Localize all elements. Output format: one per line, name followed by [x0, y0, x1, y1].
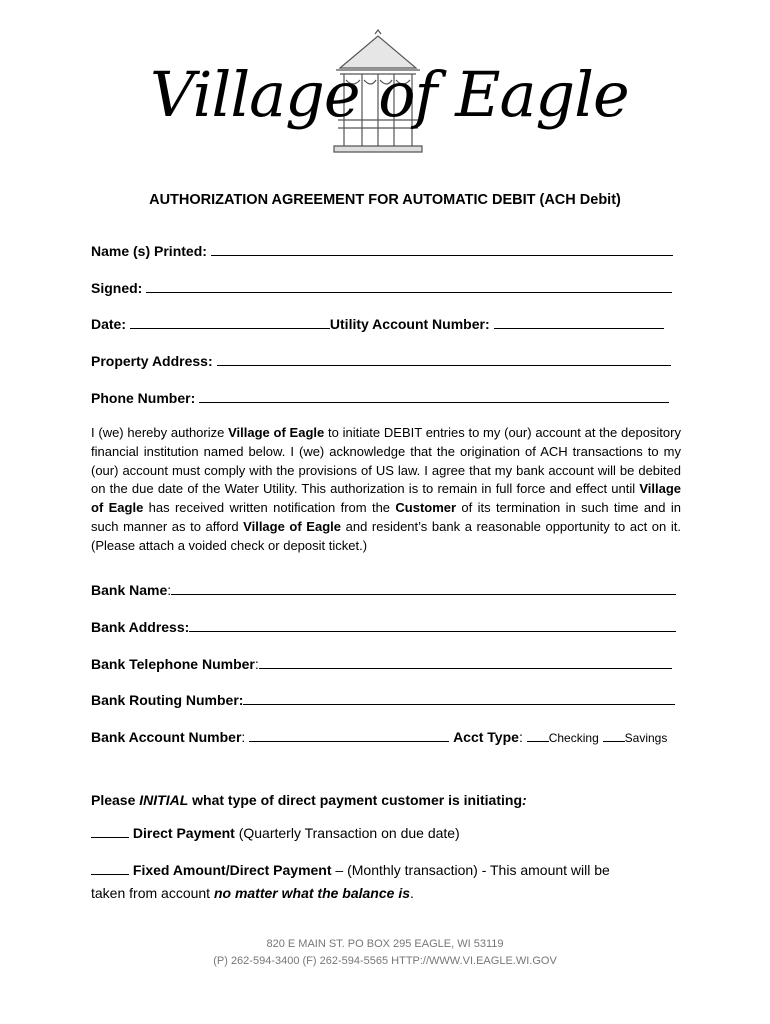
colon: : — [518, 729, 523, 745]
fixed-amount-desc: – (Monthly transaction) - This amount will be — [331, 862, 610, 878]
footer-address: 820 E MAIN ST. PO BOX 295 EAGLE, WI 53119 — [266, 938, 504, 950]
colon: : — [254, 656, 259, 672]
acct-type-label: Acct Type — [453, 729, 519, 745]
paragraph-text: to initiate DEBIT entries to my (our) account at the depository financial institution named below. I (we) acknowledge that the origination of ACH transactions to my (our) account must comply with the provisions of US law. I agree that my bank account will be debited on the due date of the Water Utility. This authorization is to remain in full force and effect until — [91, 425, 681, 497]
initial-colon: : — [522, 792, 527, 808]
bank-telephone-input[interactable] — [259, 656, 672, 669]
authorization-paragraph — [91, 424, 681, 556]
customer-term: Customer — [395, 500, 457, 516]
date-label: Date: — [91, 316, 127, 332]
phone-number-field[interactable] — [91, 390, 669, 406]
bank-address-input[interactable] — [189, 619, 676, 632]
signed-input[interactable] — [146, 280, 672, 293]
fixed-amount-desc-2: taken from account — [91, 885, 214, 901]
initial-emph: INITIAL — [139, 792, 189, 808]
checking-input[interactable] — [527, 729, 549, 742]
bank-account-row — [91, 729, 667, 745]
fixed-amount-continued — [91, 885, 414, 901]
bank-name-input[interactable] — [171, 582, 676, 595]
date-account-row — [91, 316, 664, 332]
direct-payment-desc: (Quarterly Transaction on due date) — [234, 825, 460, 841]
org-name: Village of Eagle — [91, 481, 681, 516]
fixed-amount-emph: no matter what the balance is — [213, 885, 411, 901]
direct-payment-initial-input[interactable] — [91, 825, 129, 838]
form-title: AUTHORIZATION AGREEMENT FOR AUTOMATIC DEBIT (ACH Debit) — [149, 192, 621, 208]
bank-telephone-field[interactable] — [91, 656, 672, 672]
initial-prefix: Please — [91, 792, 140, 808]
property-address-input[interactable] — [217, 353, 671, 366]
names-printed-label: Name (s) Printed: — [91, 243, 207, 259]
utility-account-label: Utility Account Number: — [329, 316, 490, 332]
initial-rest: what type of direct payment customer is initiating — [188, 792, 522, 808]
paragraph-text: of its termination in such time and in such manner as to afford — [91, 500, 681, 534]
fixed-amount-label: Fixed Amount/Direct Payment — [132, 862, 332, 878]
bank-name-field[interactable] — [91, 582, 676, 598]
direct-payment-option — [91, 825, 460, 841]
names-printed-field[interactable] — [91, 243, 673, 259]
bank-routing-label: Bank Routing Number: — [91, 692, 244, 708]
signed-field[interactable] — [91, 280, 672, 296]
names-printed-input[interactable] — [211, 243, 673, 256]
org-name: Village of Eagle — [243, 518, 341, 534]
footer-contact: (P) 262-594-3400 (F) 262-594-5565 HTTP://WWW.VI.EAGLE.WI.GOV — [213, 955, 557, 967]
utility-account-input[interactable] — [494, 316, 664, 329]
bank-routing-input[interactable] — [243, 692, 675, 705]
bank-name-label: Bank Name — [91, 582, 168, 598]
org-name: Village of Eagle — [228, 425, 325, 440]
checking-label: Checking — [548, 731, 599, 745]
initial-instruction — [91, 792, 527, 808]
savings-input[interactable] — [603, 729, 625, 742]
direct-payment-label: Direct Payment — [132, 825, 235, 841]
bank-account-input[interactable] — [249, 729, 449, 742]
paragraph-text: has received written notification from the — [143, 500, 396, 516]
property-address-field[interactable] — [91, 353, 671, 369]
bank-account-label: Bank Account Number — [91, 729, 242, 745]
colon: : — [241, 729, 246, 745]
village-logo — [140, 28, 629, 168]
bank-address-label: Bank Address: — [91, 619, 190, 635]
phone-number-input[interactable] — [199, 390, 669, 403]
bank-address-field[interactable] — [91, 619, 676, 635]
paragraph-text: I (we) hereby authorize — [91, 425, 229, 440]
fixed-amount-option — [91, 862, 610, 878]
fixed-amount-initial-input[interactable] — [91, 862, 129, 875]
property-address-label: Property Address: — [91, 353, 213, 369]
date-input[interactable] — [130, 316, 330, 329]
logo-text: Village of Eagle — [150, 58, 629, 131]
savings-label: Savings — [624, 731, 668, 745]
bank-routing-field[interactable] — [91, 692, 675, 708]
bank-telephone-label: Bank Telephone Number — [91, 656, 255, 672]
phone-number-label: Phone Number: — [91, 390, 196, 406]
paragraph-text: and resident’s bank a reasonable opportunity to act on it. (Please attach a voided check or deposit ticket.) — [91, 518, 681, 553]
signed-label: Signed: — [91, 280, 143, 296]
period: . — [410, 885, 414, 901]
colon: : — [167, 582, 172, 598]
